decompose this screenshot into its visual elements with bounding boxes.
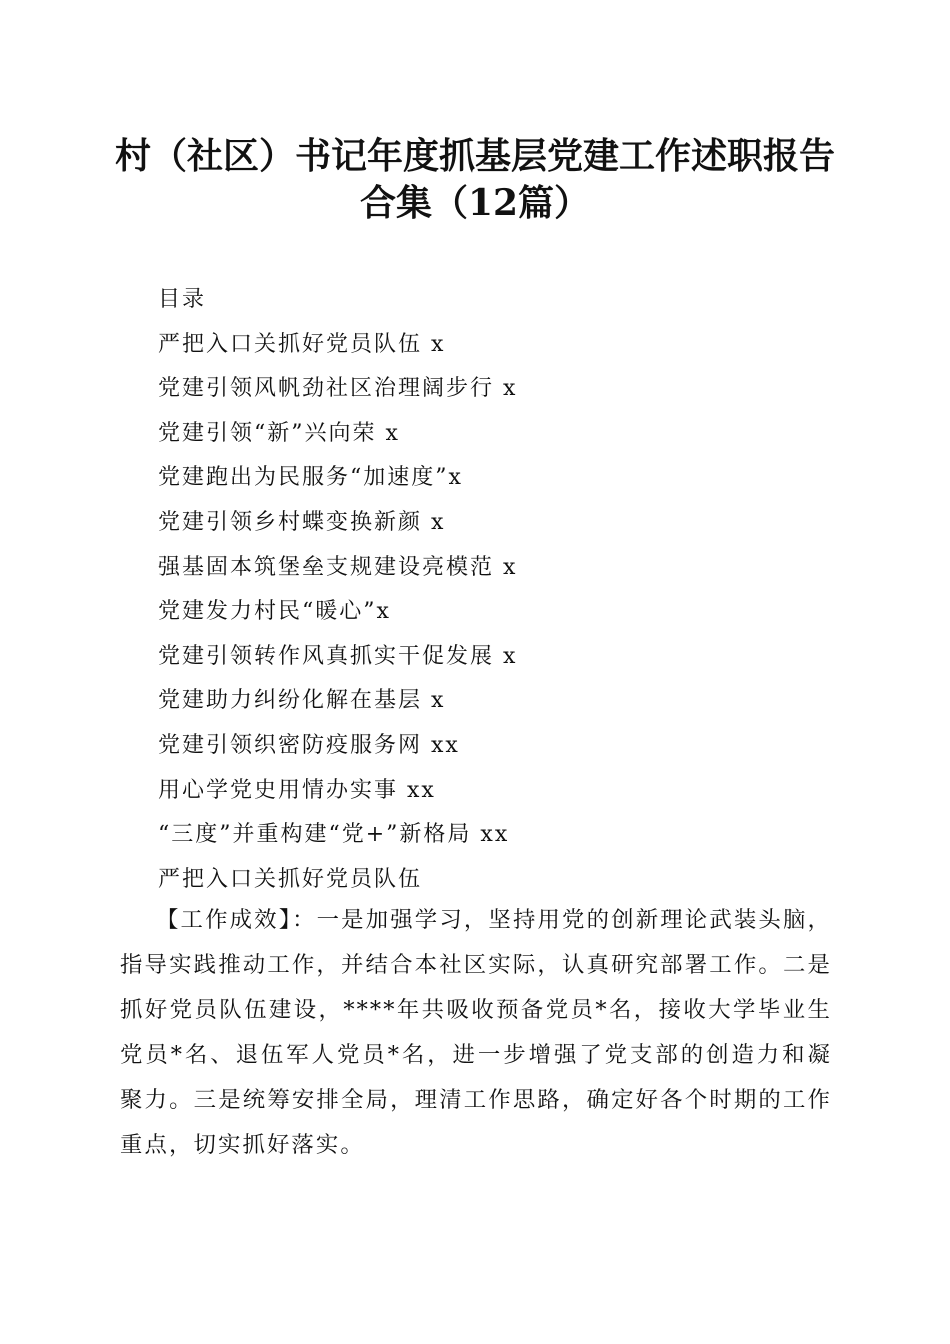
section-heading: 严把入口关抓好党员队伍 [158, 866, 423, 892]
toc-item: 党建引领风帆劲社区治理阔步行 x [158, 376, 518, 402]
toc-item: 党建助力纠纷化解在基层 x [158, 688, 446, 714]
toc-item: 党建发力村民“暖心”x [158, 599, 391, 625]
toc-item: 党建跑出为民服务“加速度”x [158, 465, 463, 491]
toc-item: 用心学党史用情办实事 xx [158, 777, 436, 803]
toc-item: 党建引领“新”兴向荣 x [158, 420, 400, 446]
table-of-contents [158, 278, 858, 902]
title-line-1: 村（社区）书记年度抓基层党建工作述职报告 [114, 135, 835, 177]
toc-item: 党建引领织密防疫服务网 xx [158, 732, 460, 758]
toc-item: 党建引领转作风真抓实干促发展 x [158, 643, 518, 669]
toc-item: 严把入口关抓好党员队伍 x [158, 331, 446, 357]
toc-item: 强基固本筑堡垒支规建设亮模范 x [158, 554, 518, 580]
body-paragraph: 【工作成效】：一是加强学习，坚持用党的创新理论武装头脑，指导实践推动工作，并结合本社区实际，认真研究部署工作。二是抓好党员队伍建设，****年共吸收预备党员*名，接收大学毕业生党员*名、退伍军人党员*名，进一步增强了党支部的创造力和凝聚力。三是统筹安排全局，理清工作思路，确定好各个时期的工作重点，切实抓好落实。 [120, 907, 832, 1158]
document-title [100, 133, 850, 227]
toc-heading: 目录 [158, 287, 207, 312]
section-body [120, 898, 832, 1168]
toc-item: “三度”并重构建“党+”新格局 xx [158, 822, 510, 848]
toc-item: 党建引领乡村蝶变换新颜 x [158, 509, 446, 535]
title-line-2: 合集（12篇） [359, 182, 591, 224]
